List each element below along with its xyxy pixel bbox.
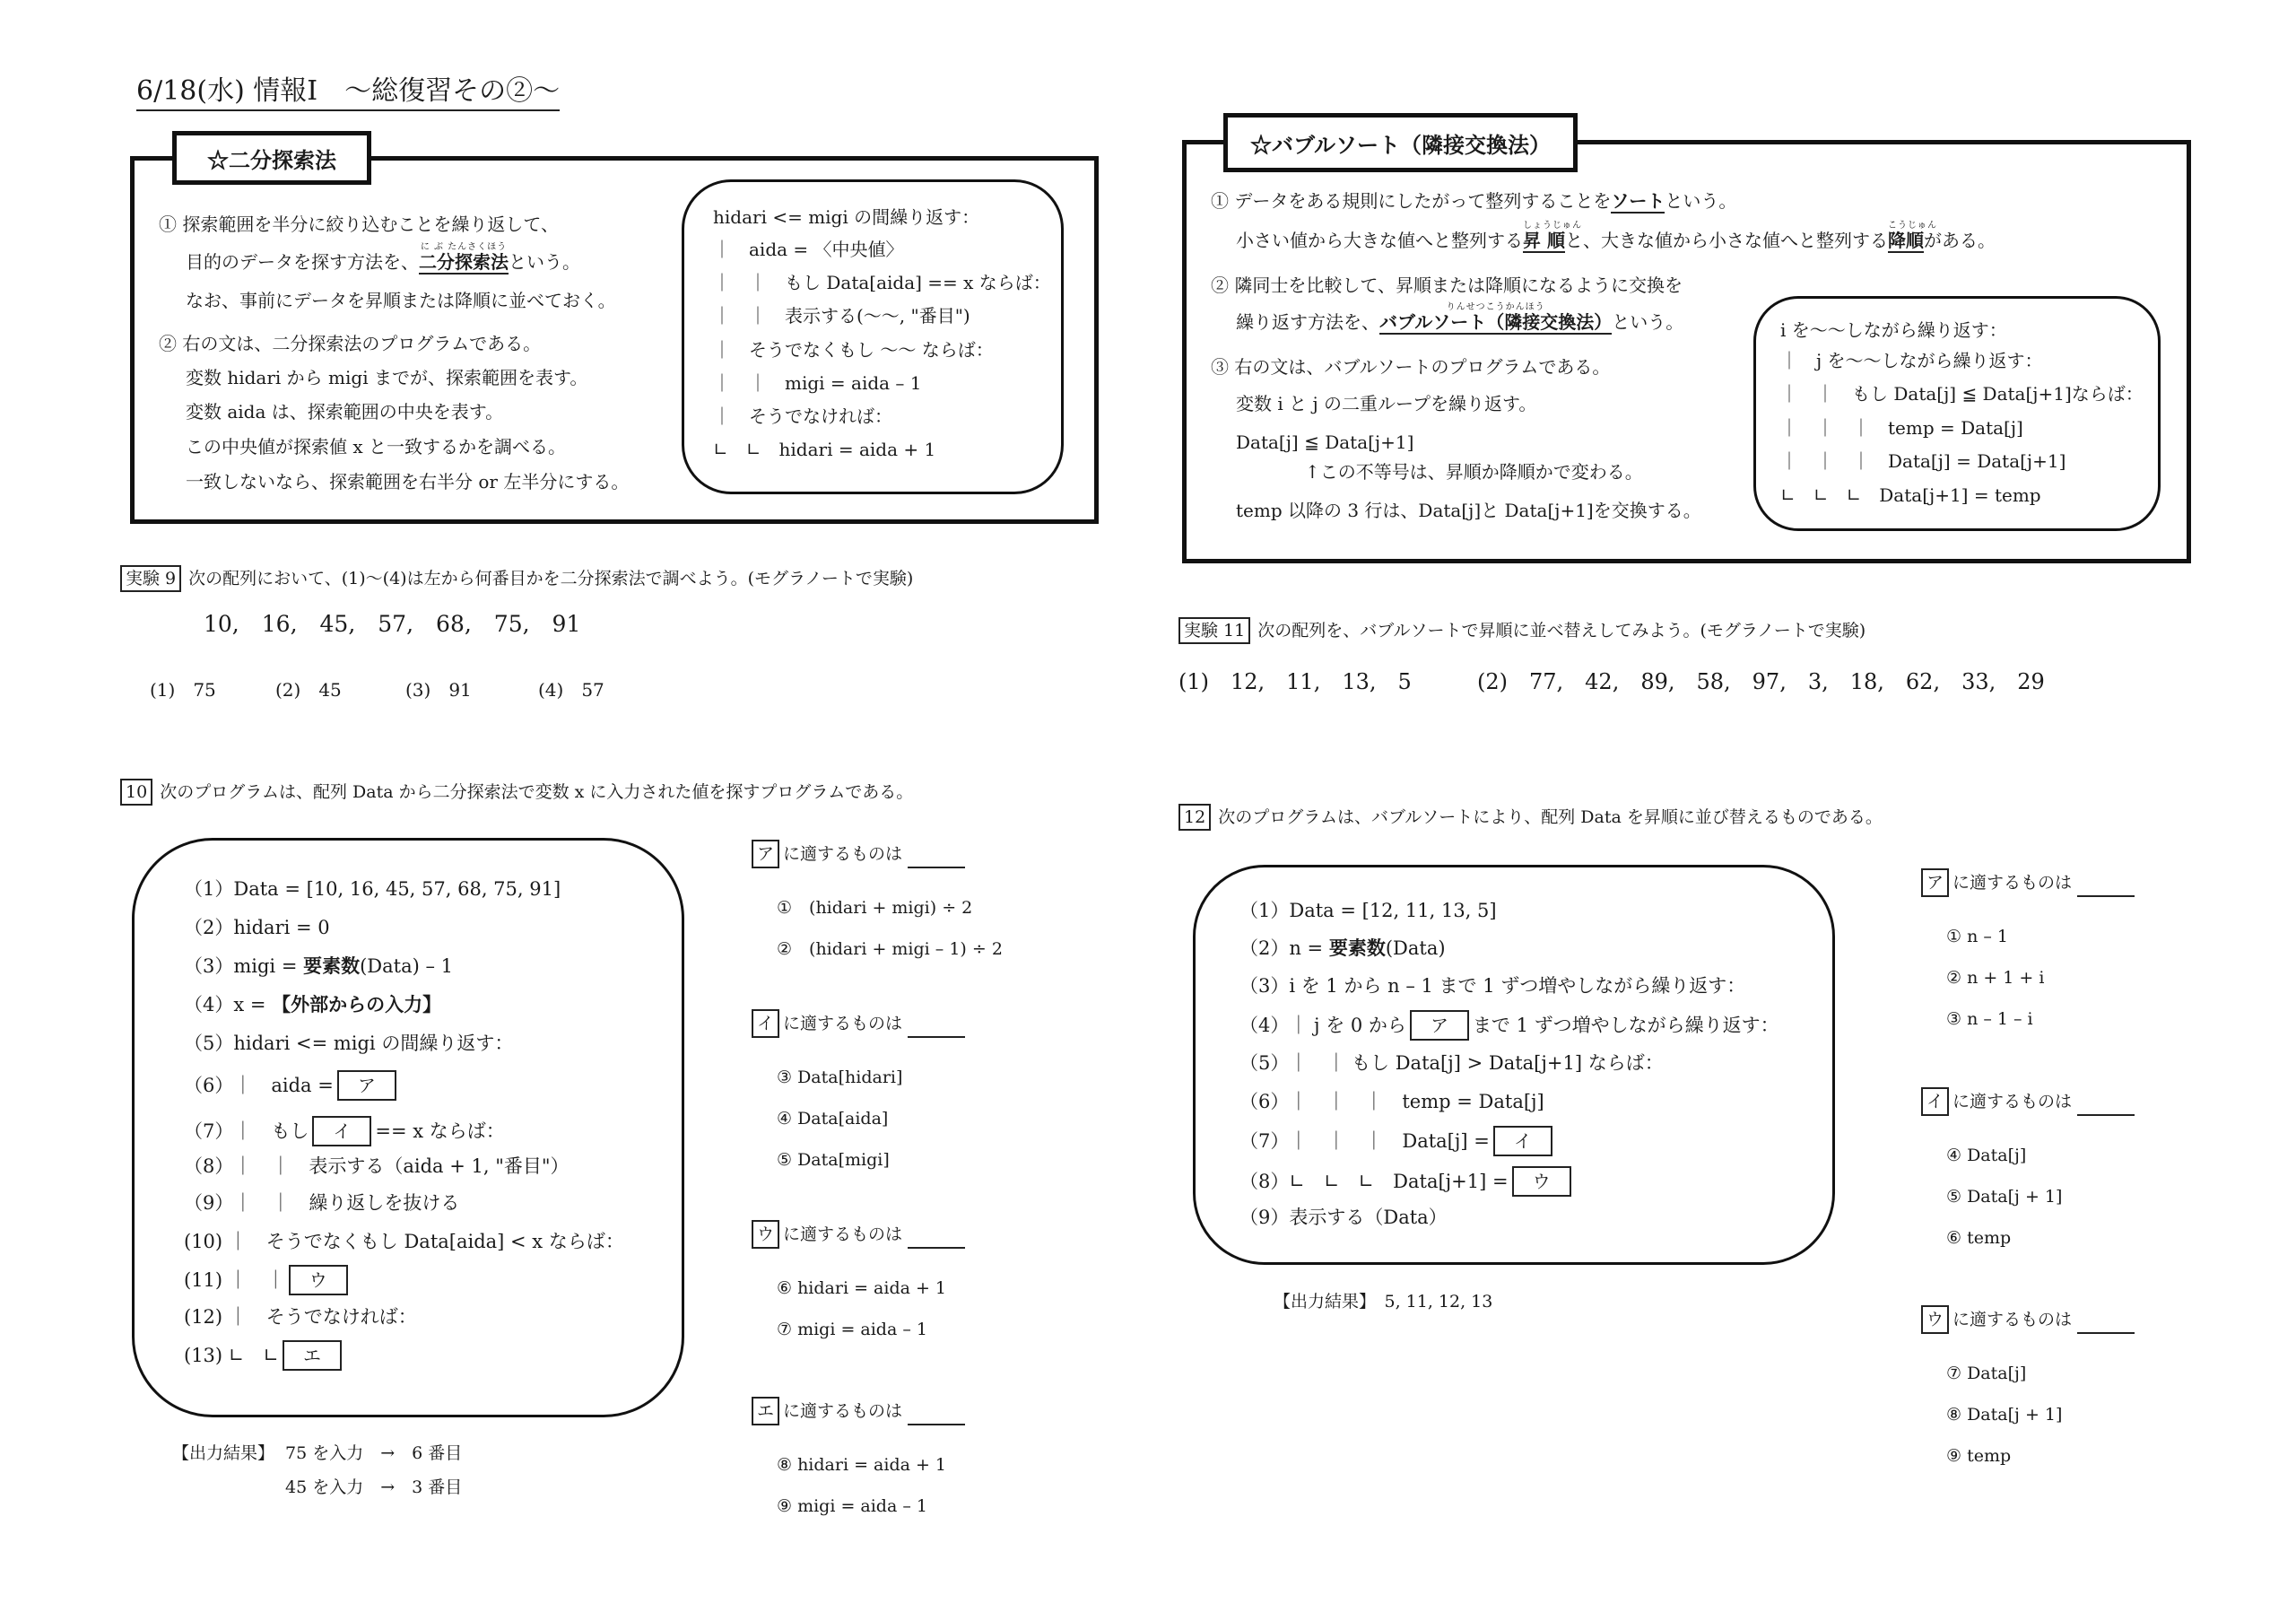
q12-output: 【出力結果】 5, 11, 12, 13	[1274, 1292, 1493, 1312]
q10-line-7: （7）｜ もし イ == x ならば：	[184, 1116, 505, 1146]
exp9-q4: (4) 57	[538, 679, 604, 701]
exp9-array: 10, 16, 45, 57, 68, 75, 91	[204, 611, 581, 637]
q10-choice-u-label: ウ	[752, 1220, 779, 1249]
q10-line-8: （8）｜ ｜ 表示する（aida + 1, "番目"）	[184, 1155, 570, 1177]
q10-choice-e-header: エ に適するものは	[752, 1397, 965, 1425]
q12-line-1: （1）Data = [12, 11, 13, 5]	[1239, 900, 1497, 921]
q10-choice-u-blank	[908, 1229, 965, 1249]
q10-line-9: （9）｜ ｜ 繰り返しを抜ける	[184, 1192, 460, 1214]
q10-line-3: （3）migi = 要素数(Data) – 1	[184, 954, 454, 977]
bs-pseudo-3: ｜ ｜ もし Data[aida] == x ならば：	[713, 272, 1051, 293]
q12-choice-a-opt-3: ③ n – 1 – i	[1946, 1009, 2033, 1029]
q10-line-6: （6）｜ aida = ア	[184, 1070, 400, 1101]
q10-choice-i-opt-3: ⑤ Data[migi]	[777, 1150, 890, 1170]
q10-choice-e-opt-1: ⑧ hidari = aida + 1	[777, 1455, 947, 1475]
exp11-q2: (2) 77, 42, 89, 58, 97, 3, 18, 62, 33, 29	[1477, 669, 2045, 694]
q12-line-7: （7）｜ ｜ ｜ Data[j] = イ	[1239, 1126, 1556, 1156]
q12-line-3: （3）i を 1 から n – 1 まで 1 ずつ増やしながら繰り返す：	[1239, 975, 1746, 997]
bub-explain-5: ③ 右の文は、バブルソートのプログラムである。	[1211, 356, 1611, 378]
bs-explain-6: 変数 aida は、探索範囲の中央を表す。	[186, 401, 504, 423]
q10-output-label: 【出力結果】	[172, 1443, 275, 1463]
q10-choice-i-label: イ	[752, 1009, 779, 1038]
bs-explain-3: なお、事前にデータを昇順または降順に並べておく。	[186, 290, 616, 311]
term-descending: 降順	[1887, 230, 1924, 251]
q12-blank-u: ウ	[1512, 1166, 1571, 1197]
q10-choice-a-opt-2: ② (hidari + migi – 1) ÷ 2	[777, 939, 1003, 959]
q10-line-13: (13) ∟ ∟ エ	[184, 1340, 345, 1371]
q12-choice-i-label: イ	[1921, 1087, 1949, 1116]
q10-line-10: (10) ｜ そうでなくもし Data[aida] < x ならば：	[184, 1231, 624, 1252]
term-ascending: 昇 順	[1523, 230, 1565, 251]
bs-explain-8: 一致しないなら、探索範囲を右半分 or 左半分にする。	[186, 471, 630, 492]
ruby-bubble: りんせつこうかんほう	[1446, 302, 1545, 312]
bub-explain-9: temp 以降の 3 行は、Data[j]と Data[j+1]を交換する。	[1236, 500, 1701, 521]
term-binary-search: 二分探索法	[419, 251, 509, 273]
q12-header: 12 次のプログラムは、バブルソートにより、配列 Data を昇順に並び替えるものである。	[1178, 804, 1883, 831]
q12-choice-i-blank	[2077, 1096, 2135, 1116]
q12-line-6: （6）｜ ｜ ｜ temp = Data[j]	[1239, 1091, 1544, 1112]
exp11-header: 実験 11 次の配列を、バブルソートで昇順に並べ替えしてみよう。(モグラノートで実験)	[1178, 617, 1866, 644]
q10-header: 10 次のプログラムは、配列 Data から二分探索法で変数 x に入力された値を探すプログラムである。	[120, 779, 913, 806]
q12-choice-u-opt-1: ⑦ Data[j]	[1946, 1364, 2027, 1383]
page-title: 6/18(水) 情報Ⅰ ～総復習その②～	[136, 68, 560, 111]
q12-line-9: （9）表示する（Data）	[1239, 1207, 1448, 1228]
q10-output-1: 75 を入力 → 6 番目	[285, 1443, 463, 1463]
q12-line-5: （5）｜ ｜ もし Data[j] > Data[j+1] ならば：	[1239, 1052, 1664, 1074]
q10-choice-u-header: ウ に適するものは	[752, 1220, 965, 1249]
q10-line-5: （5）hidari <= migi の間繰り返す：	[184, 1033, 514, 1054]
bs-explain-4: ② 右の文は、二分探索法のプログラムである。	[159, 333, 542, 354]
q12-choice-i-header: イ に適するものは	[1921, 1087, 2135, 1116]
bub-pseudo-2: ｜ j を～～しながら繰り返す：	[1780, 350, 2043, 371]
bubble-sort-title: ☆バブルソート（隣接交換法）	[1223, 113, 1578, 172]
q12-choice-a-opt-2: ② n + 1 + i	[1946, 968, 2045, 988]
ruby-desc: こうじゅん	[1887, 221, 1937, 231]
bs-pseudo-8: ∟ ∟ hidari = aida + 1	[713, 439, 936, 460]
bs-pseudo-4: ｜ ｜ 表示する(～～, "番目")	[713, 305, 970, 327]
q10-choice-i-header: イ に適するものは	[752, 1009, 965, 1038]
bs-explain-2: 目的のデータを探す方法を、 に ぶ たんさくほう 二分探索法という。	[186, 249, 580, 275]
bs-explain-1: ① 探索範囲を半分に絞り込むことを繰り返して、	[159, 214, 559, 235]
bub-pseudo-1: i を～～しながら繰り返す：	[1780, 319, 2007, 341]
bub-explain-7: Data[j] ≦ Data[j+1]	[1236, 431, 1414, 453]
q10-blank-u: ウ	[289, 1265, 348, 1295]
q10-output-2: 45 を入力 → 3 番目	[285, 1477, 463, 1497]
bub-pseudo-4: ｜ ｜ ｜ temp = Data[j]	[1780, 417, 2023, 439]
bub-explain-2: 小さい値から大きな値へと整列する しょうじゅん 昇 順と、大きな値から小さな値へと整列する こうじゅん 降順がある。	[1236, 228, 1996, 253]
exp9-q2: (2) 45	[275, 679, 342, 701]
exp11-q1: (1) 12, 11, 13, 5	[1178, 669, 1412, 694]
bs-pseudo-1: hidari <= migi の間繰り返す：	[713, 206, 980, 228]
term-bubble-sort: バブルソート（隣接交換法）	[1379, 311, 1613, 333]
q12-choice-i-opt-1: ④ Data[j]	[1946, 1146, 2027, 1165]
exp9-header: 実験 9 次の配列において、(1)～(4)は左から何番目かを二分探索法で調べよう。(モグラノートで実験)	[120, 565, 913, 592]
exp9-label: 実験 9	[120, 565, 181, 592]
q10-choice-a-opt-1: ① (hidari + migi) ÷ 2	[777, 898, 973, 918]
q12-choice-u-header: ウ に適するものは	[1921, 1305, 2135, 1334]
q12-number: 12	[1178, 804, 1211, 831]
q12-choice-u-opt-2: ⑧ Data[j + 1]	[1946, 1405, 2063, 1425]
q10-choice-a-header: ア に適するものは	[752, 840, 965, 868]
q10-line-4: （4）x = 【外部からの入力】	[184, 993, 442, 1015]
q12-choice-a-header: ア に適するものは	[1921, 868, 2135, 897]
q10-blank-a: ア	[337, 1070, 396, 1101]
q12-line-8: （8）∟ ∟ ∟ Data[j+1] = ウ	[1239, 1166, 1575, 1197]
q10-choice-e-opt-2: ⑨ migi = aida – 1	[777, 1496, 927, 1516]
exp9-q3: (3) 91	[405, 679, 472, 701]
bub-explain-8: ↑この不等号は、昇順か降順かで変わる。	[1305, 461, 1643, 483]
q10-choice-e-label: エ	[752, 1397, 779, 1425]
q10-line-1: （1）Data = [10, 16, 45, 57, 68, 75, 91]	[184, 878, 561, 900]
q10-line-11: (11) ｜ ｜ ウ	[184, 1265, 352, 1295]
bub-pseudo-3: ｜ ｜ もし Data[j] ≦ Data[j+1]ならば：	[1780, 383, 2144, 405]
binary-search-title: ☆二分探索法	[172, 131, 371, 185]
q12-blank-a: ア	[1410, 1010, 1469, 1041]
bs-pseudo-2: ｜ aida = 〈中央値〉	[713, 239, 904, 260]
q12-choice-a-opt-1: ① n – 1	[1946, 927, 2008, 946]
q10-choice-i-opt-1: ③ Data[hidari]	[777, 1068, 903, 1087]
q10-choice-u-opt-1: ⑥ hidari = aida + 1	[777, 1278, 947, 1298]
q10-choice-i-blank	[908, 1018, 965, 1038]
bub-explain-1: ① データをある規則にしたがって整列することをソートという。	[1211, 190, 1737, 212]
bs-explain-5: 変数 hidari から migi までが、探索範囲を表す。	[186, 367, 588, 388]
bs-pseudo-5: ｜ そうでなくもし ～～ ならば：	[713, 339, 994, 361]
q10-choice-a-blank	[908, 849, 965, 868]
exp9-q1: (1) 75	[150, 679, 216, 701]
q10-line-2: （2）hidari = 0	[184, 917, 330, 938]
q10-blank-e: エ	[283, 1340, 342, 1371]
bub-pseudo-6: ∟ ∟ ∟ Data[j+1] = temp	[1780, 484, 2041, 506]
q10-line-12: (12) ｜ そうでなければ：	[184, 1306, 417, 1328]
q12-choice-i-opt-2: ⑤ Data[j + 1]	[1946, 1187, 2063, 1207]
bs-explain-7: この中央値が探索値 x と一致するかを調べる。	[186, 436, 566, 458]
q10-choice-a-label: ア	[752, 840, 779, 868]
bs-pseudo-6: ｜ ｜ migi = aida – 1	[713, 372, 922, 394]
q10-choice-e-blank	[908, 1406, 965, 1425]
q12-line-2: （2）n = 要素数(Data)	[1239, 937, 1446, 959]
bub-explain-4: 繰り返す方法を、 りんせつこうかんほう バブルソート（隣接交換法）という。	[1236, 309, 1683, 335]
q10-blank-i: イ	[312, 1116, 371, 1146]
term-sort: ソート	[1611, 190, 1665, 212]
bub-pseudo-5: ｜ ｜ ｜ Data[j] = Data[j+1]	[1780, 450, 2066, 472]
bub-explain-3: ② 隣同士を比較して、昇順または降順になるように交換を	[1211, 275, 1683, 296]
q10-number: 10	[120, 779, 152, 806]
ruby-binary: に ぶ たんさくほう	[420, 242, 508, 252]
q10-choice-i-opt-2: ④ Data[aida]	[777, 1109, 889, 1129]
bs-pseudo-7: ｜ そうでなければ：	[713, 405, 892, 427]
q12-choice-i-opt-3: ⑥ temp	[1946, 1228, 2012, 1248]
bub-explain-6: 変数 i と j の二重ループを繰り返す。	[1236, 393, 1537, 414]
q12-choice-u-blank	[2077, 1314, 2135, 1334]
q12-choice-a-label: ア	[1921, 868, 1949, 897]
ruby-asc: しょうじゅん	[1523, 221, 1582, 231]
q12-choice-u-label: ウ	[1921, 1305, 1949, 1334]
q12-choice-u-opt-3: ⑨ temp	[1946, 1446, 2012, 1466]
exp11-label: 実験 11	[1178, 617, 1250, 644]
q10-choice-u-opt-2: ⑦ migi = aida – 1	[777, 1320, 927, 1339]
q12-blank-i: イ	[1493, 1126, 1552, 1156]
q12-line-4: （4）｜ j を 0 から ア まで 1 ずつ増やしながら繰り返す：	[1239, 1010, 1779, 1041]
q12-choice-a-blank	[2077, 877, 2135, 897]
